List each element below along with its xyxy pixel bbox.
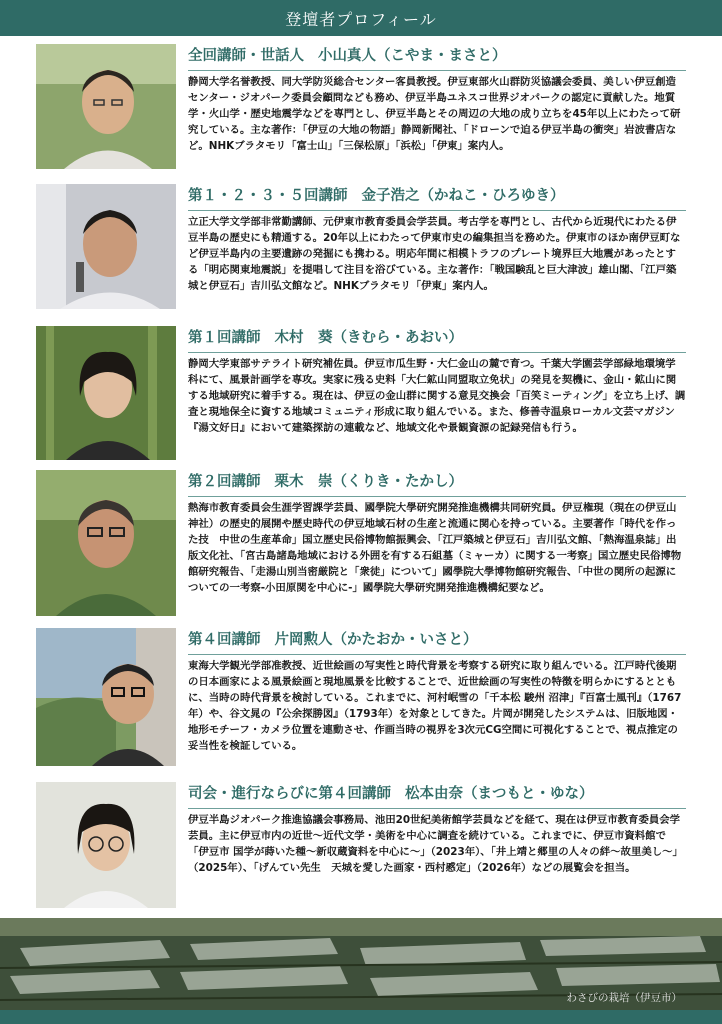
heading-rule [188, 496, 686, 497]
speaker-bio: 東海大学観光学部准教授、近世絵画の写実性と時代背景を考察する研究に取り組んでいる。江戸時代後期の日本画家による風景絵画と現地風景を比較することで、近世絵画の写実性の特徴を明らかにするとともに、当時の時代背景を検討している。これまでに、河村岷雪の「千本松 駿州 沼津」『百富士風刊』（1767年）や、谷文晁の『公余探勝図』（1793年）を対象としてきた。片岡が開発したシステムは、旧版地図・地形モチーフ・カメラ位置を連動させ、作画当時の視界を3次元CG空間に可視化することで、視点推定の妥当性を検証している。 [188, 660, 682, 752]
speaker-name: 木村 葵（きむら・あおい） [274, 330, 463, 346]
heading-rule [188, 210, 686, 211]
profile-kaneko [36, 184, 686, 312]
speaker-heading [188, 628, 686, 654]
heading-rule [188, 352, 686, 353]
speaker-heading [188, 782, 686, 808]
profile-koyama [36, 44, 686, 172]
heading-rule [188, 654, 686, 655]
speaker-name: 栗木 崇（くりき・たかし） [274, 474, 463, 490]
speaker-photo [36, 326, 176, 460]
speaker-name: 松本由奈（まつもと・ゆな） [405, 786, 594, 802]
speaker-heading [188, 326, 686, 352]
speaker-photo [36, 628, 176, 766]
speaker-bio: 伊豆半島ジオパーク推進協議会事務局、池田20世紀美術館学芸員などを経て、現在は伊豆市教育委員会学芸員。主に伊豆市内の近世～近代文学・美術を中心に調査を続けている。これまでに、伊豆市資料館で「伊豆市 国学が蒔いた種～新収蔵資料を中心に～」（2023年）、「井上靖と郷里の人々の絆～故里美し～」（2025年）、「げんてい先生 天城を愛した画家・西村慼定」（2026年）などの展覧会を担当。 [188, 814, 683, 874]
photo-caption: わさびの栽培（伊豆市） [566, 992, 682, 1004]
heading-rule [188, 808, 686, 809]
speaker-bio: 静岡大学東部サテライト研究補佐員。伊豆市瓜生野・大仁金山の麓で育つ。千葉大学園芸学部緑地環境学科にて、風景計画学を専攻。実家に残る史料「大仁鉱山同盟取立免状」の発見を契機に、金山・鉱山に関する地域研究に着手する。現在は、伊豆の金山群に関する意見交換会「百笑ミーティング」を立ち上げ、調査と現地保全に資する地域コミュニティ形成に取り組んでいる。また、修善寺温泉ローカル文芸マガジン『湯文好日』において建築探訪の連載など、地域文化や景観資源の記録発信も行う。 [188, 358, 686, 434]
speaker-role: 第１・２・３・５回講師 [188, 188, 348, 204]
speaker-role: 全回講師・世話人 [188, 48, 304, 64]
speaker-role: 第４回講師 [188, 632, 261, 648]
speaker-name: 金子浩之（かねこ・ひろゆき） [361, 188, 565, 204]
profile-matsumoto [36, 782, 686, 910]
page-header [0, 0, 722, 36]
page-title: 登壇者プロフィール [285, 9, 437, 29]
speaker-photo [36, 184, 176, 309]
speaker-name: 片岡勲人（かたおか・いさと） [274, 632, 478, 648]
profile-kataoka [36, 628, 686, 768]
profile-kuriki [36, 470, 686, 616]
speaker-heading [188, 470, 686, 496]
speaker-bio: 静岡大学名誉教授、同大学防災総合センター客員教授。伊豆東部火山群防災協議会委員、美しい伊豆創造センター・ジオパーク委員会顧問なども務め、伊豆半島ユネスコ世界ジオパークの認定に貢献した。地質学・火山学・歴史地震学などを専門とし、伊豆半島とその周辺の大地の成り立ちを45年以上にわたって研究している。主な著作：「伊豆の大地の物語」静岡新聞社、「ドローンで迫る伊豆半島の衝突」岩波書店など。NHKブラタモリ「富士山」「三保松原」「浜松」「伊東」案内人。 [188, 76, 681, 152]
speaker-photo [36, 470, 176, 616]
profile-kimura [36, 326, 686, 460]
speaker-heading [188, 44, 686, 70]
speaker-photo [36, 44, 176, 169]
speaker-heading [188, 184, 686, 210]
speaker-name: 小山真人（こやま・まさと） [318, 48, 507, 64]
speaker-role: 第２回講師 [188, 474, 261, 490]
speaker-role: 第１回講師 [188, 330, 261, 346]
speaker-bio: 立正大学文学部非常勤講師、元伊東市教育委員会学芸員。考古学を専門とし、古代から近現代にわたる伊豆半島の歴史にも精通する。20年以上にわたって伊東市史の編集担当を務めた。伊東市のほか南伊豆町など伊豆半島内の主要遺跡の発掘にも携わる。明応年間に相模トラフのプレート境界巨大地震があったとする「明応関東地震説」を提唱して注目を浴びている。主な著作：「戦国験乱と巨大津波」雄山閣、「江戸築城と伊豆石」吉川弘文館など。NHKブラタモリ「伊東」案内人。 [188, 216, 681, 292]
speaker-bio: 熱海市教育委員会生涯学習課学芸員、國學院大學研究開発推進機構共同研究員。伊豆権現（現在の伊豆山神社）の歴史的展開や歴史時代の伊豆地域石材の生産と流通に関心を持っている。主要著作「時代を作った技 中世の生産革命」国立歴史民俗博物館振興会、「江戸築城と伊豆石」吉川弘文館、「熱海温泉誌」出版文化社、「宮古島諸島地域における外囲を有する石組墓（ミャーカ）に関する一考察」国立歴史民俗博物館研究報告、「走湯山別当密厳院と「衆徒」について」國學院大學博物館研究報告、「中世の関所の起源についての一考察-小田原関を中心に-」國學院大學研究開発推進機構紀要など。 [188, 502, 682, 594]
speaker-role: 司会・進行ならびに第４回講師 [188, 786, 391, 802]
speaker-photo [36, 782, 176, 908]
heading-rule [188, 70, 686, 71]
footer-bar [0, 1010, 722, 1024]
